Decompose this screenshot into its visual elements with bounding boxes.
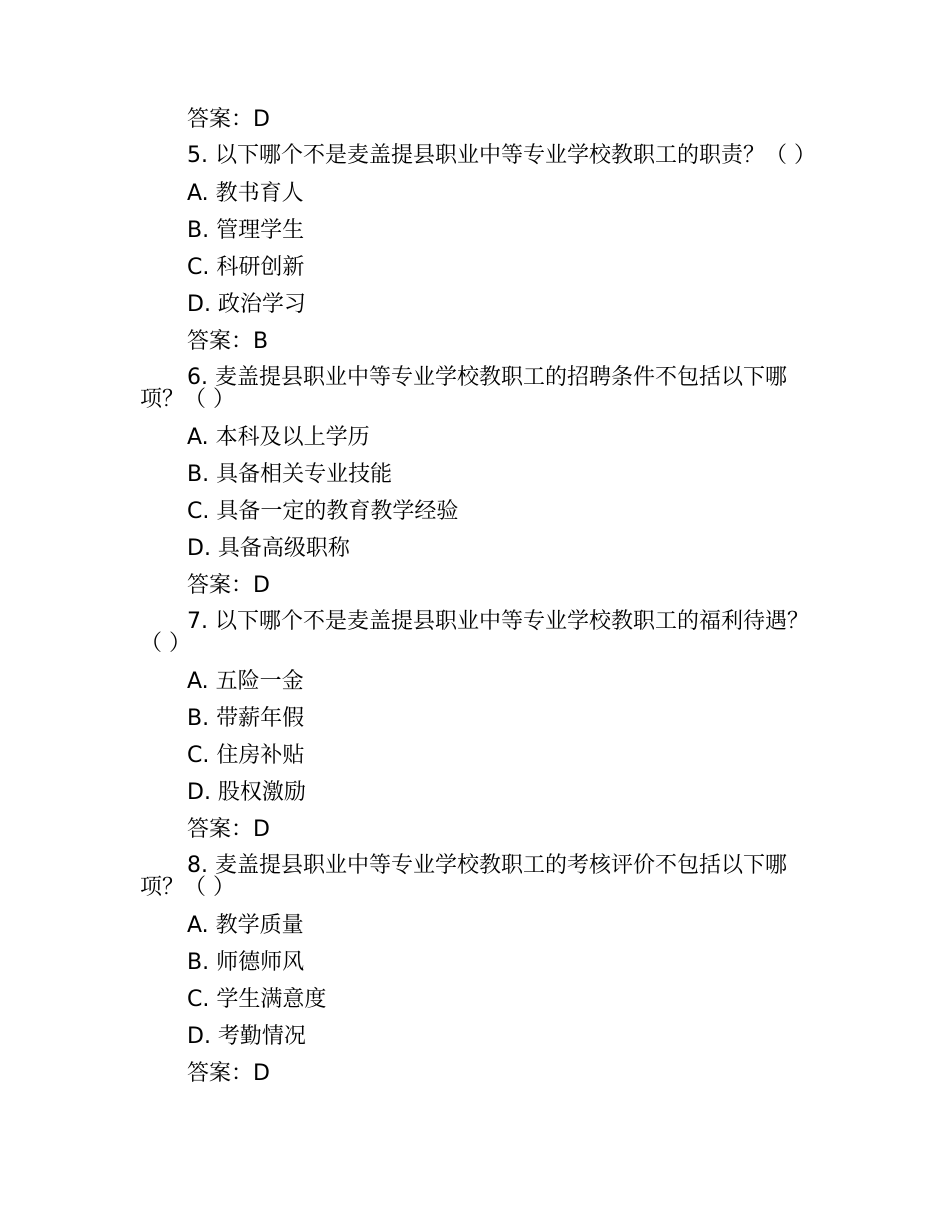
question-stem: 8. 麦盖提县职业中等专业学校教职工的考核评价不包括以下哪项？（ ） — [140, 853, 787, 900]
option-d: D. 具备高级职称 — [187, 536, 350, 561]
option-d: D. 考勤情况 — [187, 1024, 306, 1049]
answer-line: 答案：D — [187, 573, 270, 598]
question-stem: 7. 以下哪个不是麦盖提县职业中等专业学校教职工的福利待遇？（ ） — [140, 609, 809, 656]
question-stem: 6. 麦盖提县职业中等专业学校教职工的招聘条件不包括以下哪项？（ ） — [140, 365, 787, 412]
option-c: C. 具备一定的教育教学经验 — [187, 499, 459, 524]
option-b: B. 具备相关专业技能 — [187, 462, 393, 487]
answer-line: 答案：B — [187, 329, 269, 354]
answer-line: 答案：D — [187, 817, 270, 842]
option-a: A. 五险一金 — [187, 669, 304, 694]
question-list — [140, 101, 820, 1092]
question-stem: 5. 以下哪个不是麦盖提县职业中等专业学校教职工的职责？（ ） — [187, 143, 816, 168]
option-a: A. 教学质量 — [187, 913, 304, 938]
option-d: D. 股权激励 — [187, 780, 306, 805]
option-a: A. 教书育人 — [187, 181, 304, 206]
option-b: B. 师德师风 — [187, 950, 305, 975]
option-c: C. 住房补贴 — [187, 743, 305, 768]
option-a: A. 本科及以上学历 — [187, 425, 370, 450]
answer-line: 答案：D — [187, 1061, 270, 1086]
option-b: B. 带薪年假 — [187, 706, 305, 731]
answer-line: 答案：D — [187, 107, 270, 132]
option-d: D. 政治学习 — [187, 292, 306, 317]
option-b: B. 管理学生 — [187, 218, 305, 243]
option-c: C. 学生满意度 — [187, 987, 327, 1012]
option-c: C. 科研创新 — [187, 255, 305, 280]
